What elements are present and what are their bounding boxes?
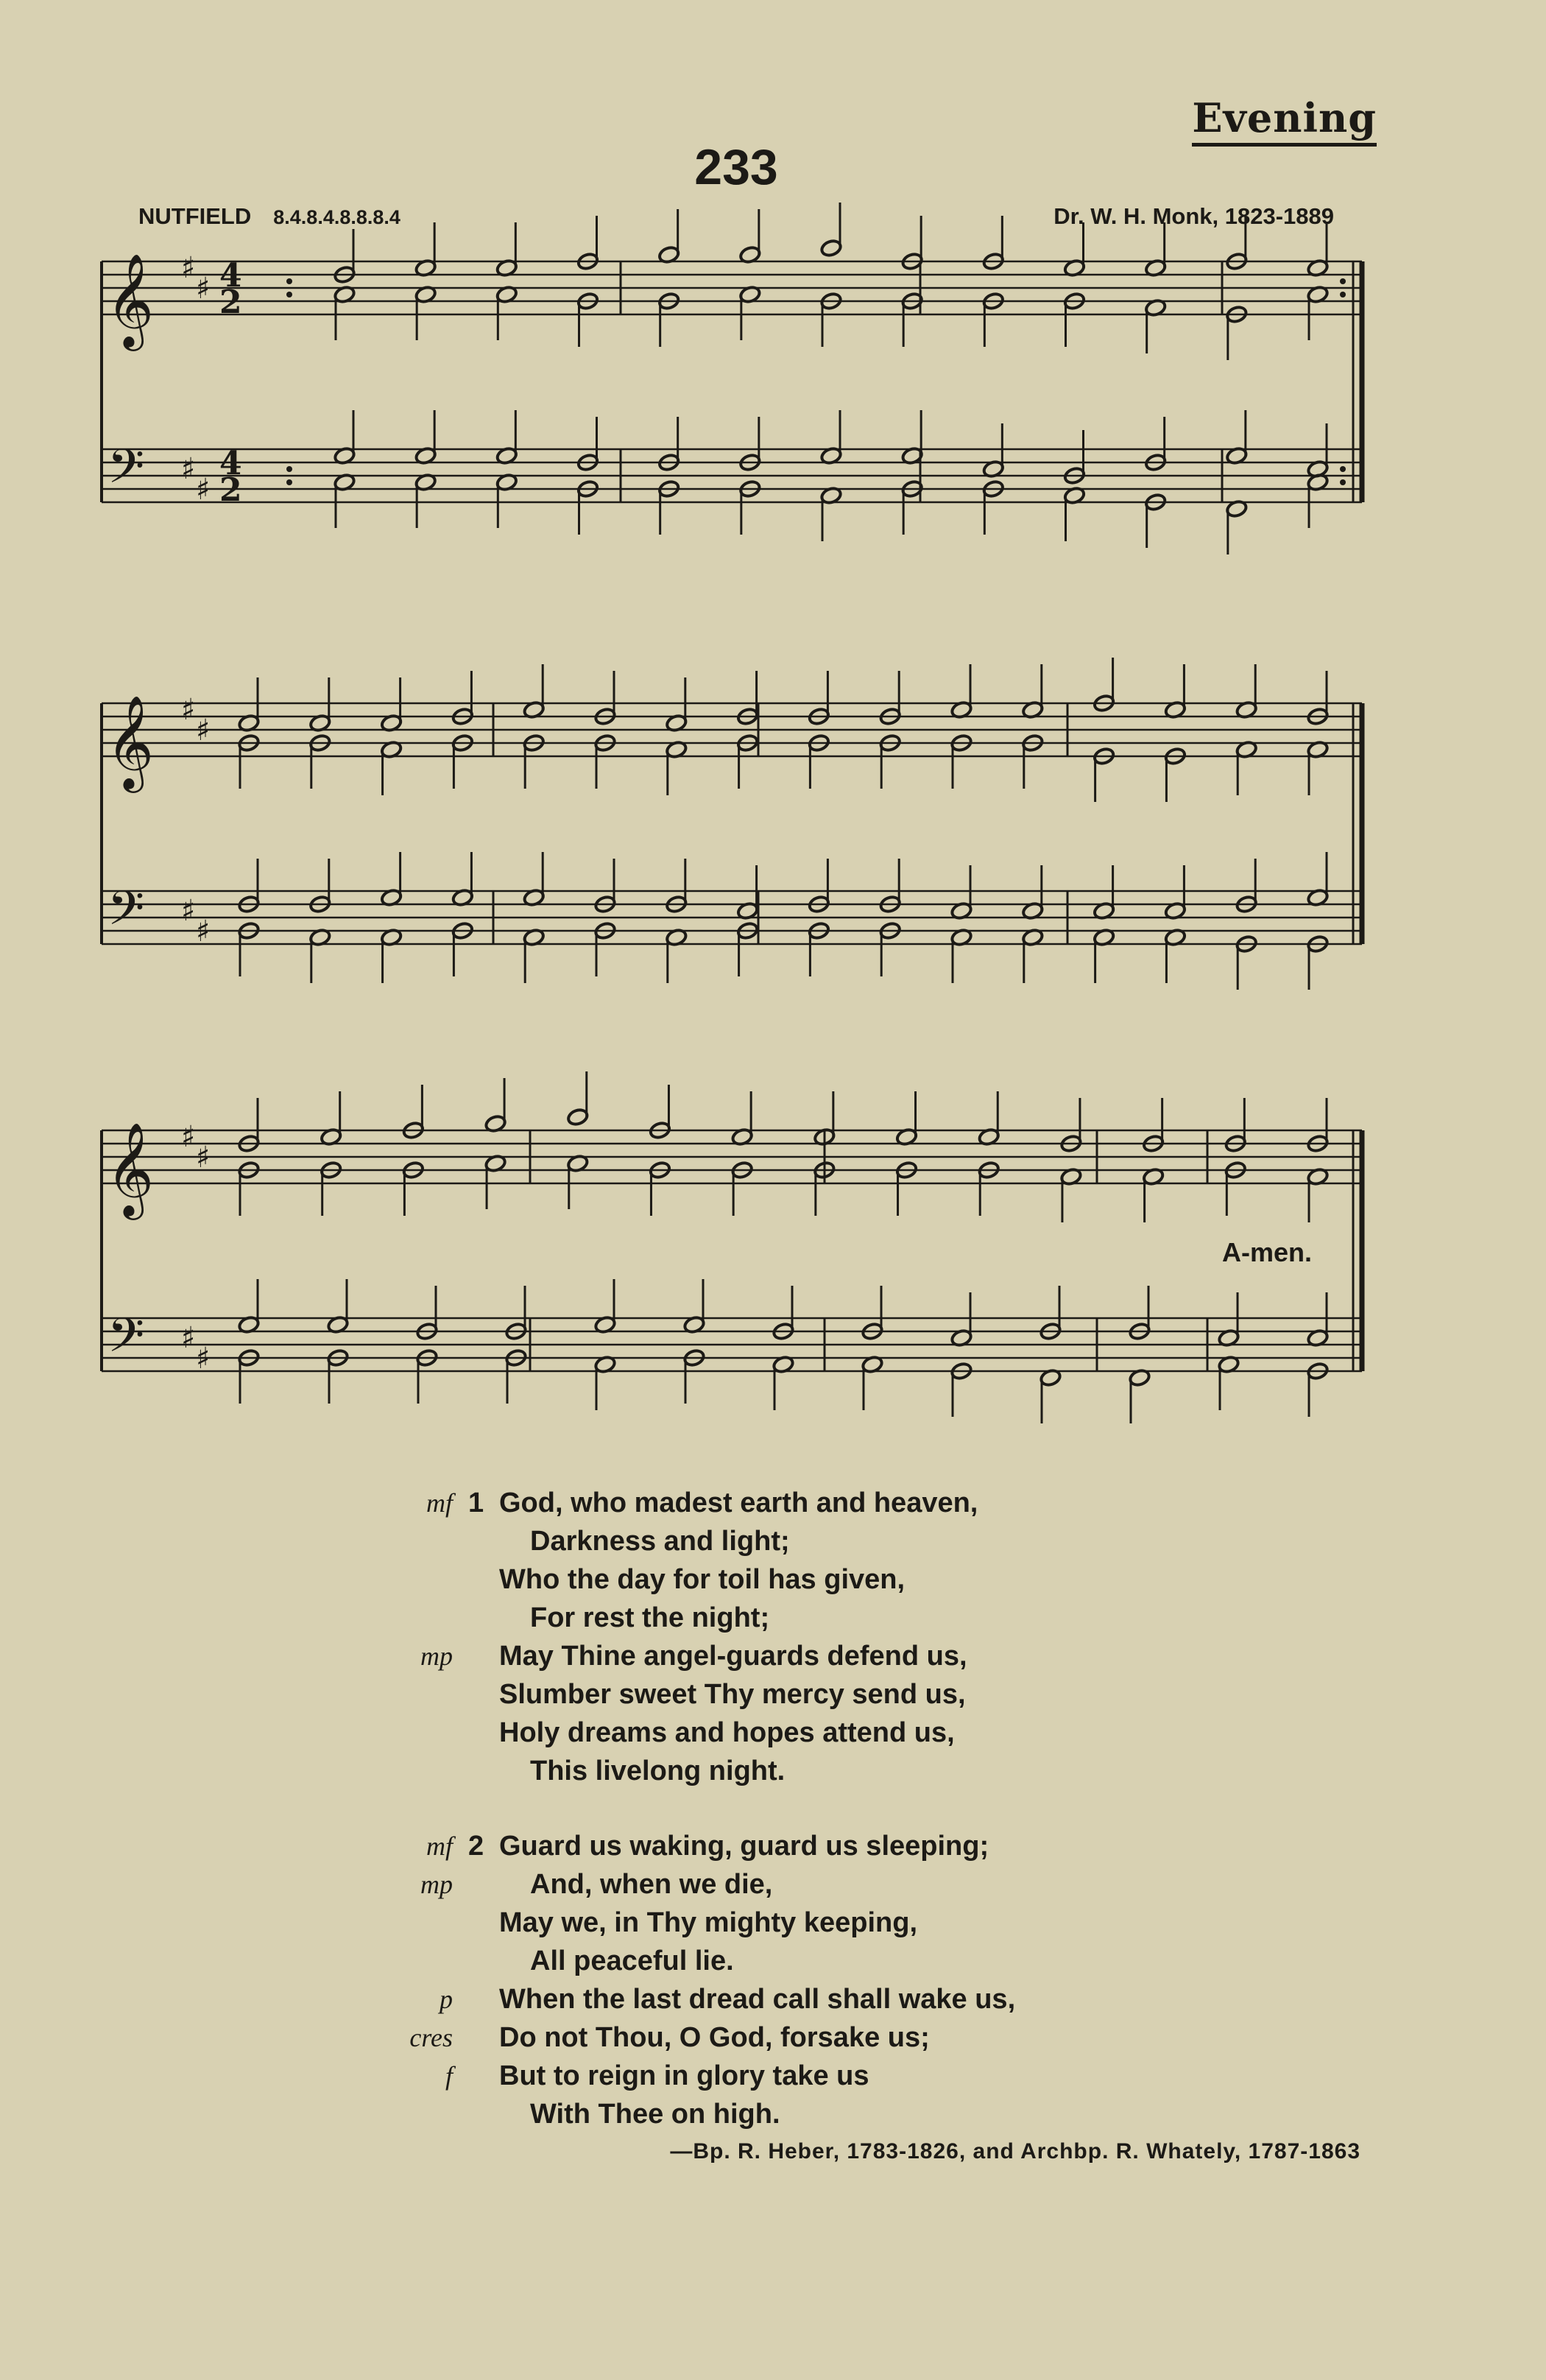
repeat-dot bbox=[286, 479, 292, 485]
dynamic-marking: mp bbox=[420, 1641, 453, 1671]
time-signature: 2 bbox=[219, 471, 242, 509]
verse-line: With Thee on high. bbox=[530, 2099, 780, 2130]
verse-line: And, when we die, bbox=[530, 1869, 773, 1900]
verse-line: Who the day for toil has given, bbox=[499, 1564, 906, 1595]
section-title: Evening bbox=[1192, 94, 1377, 147]
dynamic-marking: mf bbox=[426, 1831, 453, 1861]
repeat-dot bbox=[286, 278, 292, 284]
bass-clef-icon: 𝄢 bbox=[107, 440, 145, 506]
tune-name: NUTFIELD bbox=[138, 203, 252, 229]
bass-clef-icon: 𝄢 bbox=[107, 1309, 145, 1375]
sharp-icon: ♯ bbox=[181, 1321, 196, 1355]
hymn-number: 233 bbox=[694, 139, 778, 195]
sharp-icon: ♯ bbox=[181, 452, 196, 486]
treble-clef-icon: 𝄞 bbox=[106, 1122, 155, 1216]
verse-line: Holy dreams and hopes attend us, bbox=[499, 1717, 955, 1748]
repeat-dot bbox=[286, 466, 292, 472]
treble-clef-icon: 𝄞 bbox=[106, 694, 155, 789]
sharp-icon: ♯ bbox=[181, 1120, 196, 1154]
verse-line: This livelong night. bbox=[530, 1756, 786, 1786]
verse-number: 2 bbox=[468, 1831, 484, 1862]
sharp-icon: ♯ bbox=[181, 693, 196, 727]
time-signature: 2 bbox=[219, 284, 242, 321]
time-signature: 4 bbox=[219, 445, 242, 482]
amen-label: A-men. bbox=[1222, 1237, 1313, 1267]
dynamic-marking: f bbox=[445, 2061, 453, 2091]
verse-line: Do not Thou, O God, forsake us; bbox=[499, 2022, 930, 2053]
repeat-dot bbox=[1340, 479, 1346, 485]
time-signature: 4 bbox=[219, 257, 242, 295]
sharp-icon: ♯ bbox=[181, 894, 196, 928]
bass-clef-icon: 𝄢 bbox=[107, 881, 145, 948]
repeat-dot bbox=[286, 292, 292, 298]
dynamic-marking: cres bbox=[409, 2023, 453, 2052]
sharp-icon: ♯ bbox=[196, 915, 211, 948]
verse-line: Darkness and light; bbox=[530, 1526, 790, 1557]
composer: Dr. W. H. Monk, 1823-1889 bbox=[1053, 203, 1334, 229]
verse-line: Guard us waking, guard us sleeping; bbox=[499, 1831, 989, 1862]
verse-line: May Thine angel-guards defend us, bbox=[499, 1641, 967, 1672]
sharp-icon: ♯ bbox=[196, 473, 211, 507]
sharp-icon: ♯ bbox=[181, 251, 196, 285]
verse-line: Slumber sweet Thy mercy send us, bbox=[499, 1679, 966, 1710]
verse-line: All peaceful lie. bbox=[530, 1946, 734, 1976]
dynamic-marking: mf bbox=[426, 1488, 453, 1518]
sharp-icon: ♯ bbox=[196, 272, 211, 306]
sharp-icon: ♯ bbox=[196, 714, 211, 747]
treble-clef-icon: 𝄞 bbox=[106, 253, 155, 347]
sharp-icon: ♯ bbox=[196, 1141, 211, 1175]
verse-line: But to reign in glory take us bbox=[499, 2060, 869, 2091]
attribution: —Bp. R. Heber, 1783-1826, and Archbp. R. Whately, 1787-1863 bbox=[670, 2139, 1360, 2164]
dynamic-marking: mp bbox=[420, 1870, 453, 1899]
verse-number: 1 bbox=[468, 1488, 484, 1518]
repeat-dot bbox=[1340, 278, 1346, 284]
verse-line: God, who madest earth and heaven, bbox=[499, 1488, 978, 1518]
verse-line: May we, in Thy mighty keeping, bbox=[499, 1907, 917, 1938]
verse-line: When the last dread call shall wake us, bbox=[499, 1984, 1016, 2015]
repeat-dot bbox=[1340, 466, 1346, 472]
verse-line: For rest the night; bbox=[530, 1602, 770, 1633]
dynamic-marking: p bbox=[440, 1985, 453, 2014]
repeat-dot bbox=[1340, 292, 1346, 298]
sharp-icon: ♯ bbox=[196, 1342, 211, 1376]
meter: 8.4.8.4.8.8.8.4 bbox=[273, 206, 400, 228]
